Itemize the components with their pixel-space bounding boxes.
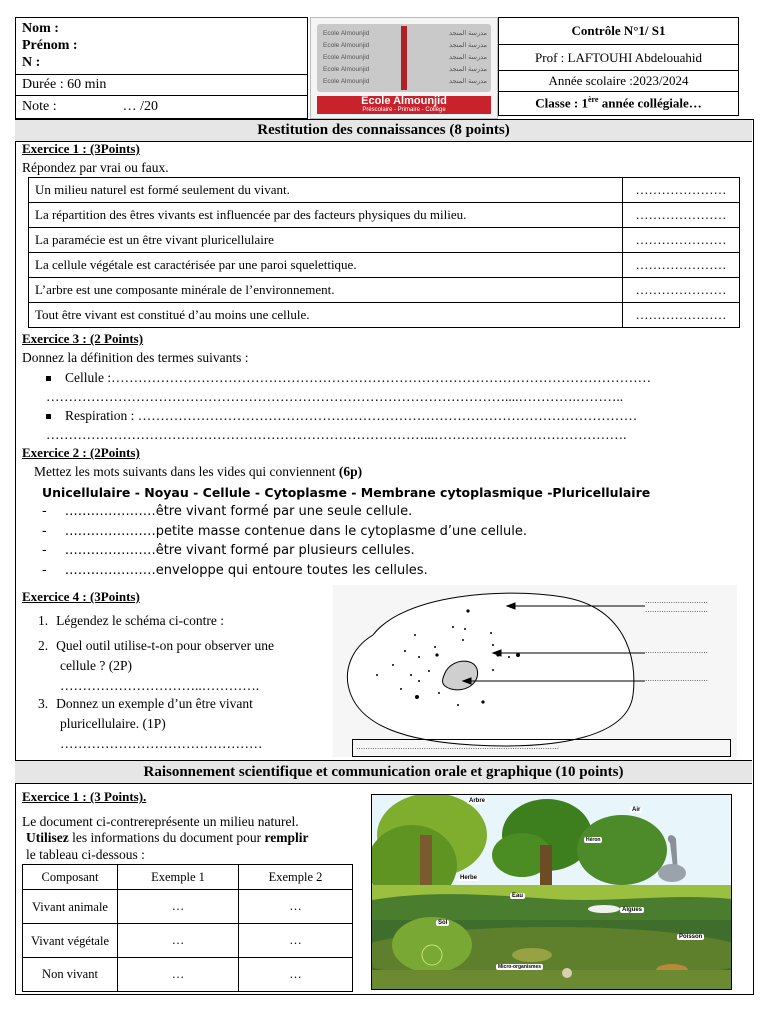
prof-name: Prof : LAFTOUHI Abdelouahid	[535, 49, 702, 65]
photo-label-air: Air	[632, 807, 641, 813]
bullet-icon	[46, 376, 51, 381]
bullet-icon	[46, 414, 51, 419]
table-row	[29, 303, 740, 328]
photo-label-arbre: Arbre	[469, 798, 486, 804]
photo-label-sol: Sol	[438, 920, 448, 926]
ecosystem-drawing	[372, 795, 731, 989]
note-label: Note :	[22, 99, 57, 114]
table-header: Exemple 1	[118, 865, 239, 890]
vf-answer-field[interactable]: …………………	[623, 303, 740, 328]
table-cell-input[interactable]: …	[239, 924, 353, 958]
milieu-naturel-illustration	[371, 794, 732, 990]
ex2-instruction: Mettez les mots suivants dans les vides qui conviennent (6p)	[34, 464, 363, 479]
logo-line-4: Ecole Almounjid	[323, 78, 370, 85]
logo-line-0: Ecole Almounjid	[323, 30, 370, 37]
table-row	[29, 228, 740, 253]
ex1-instruction: Répondez par vrai ou faux.	[22, 160, 169, 175]
logo-line-1: Ecole Almounjid	[323, 42, 370, 49]
logo-arabic-1: مدرسة المنجد	[449, 42, 487, 49]
table-cell-input[interactable]: …	[118, 924, 239, 958]
cell-legend-dots[interactable]: ………………………	[645, 647, 708, 655]
photo-label-eau: Eau	[512, 893, 524, 899]
section-restitution-title: Restitution des connaissances (8 points)	[15, 119, 752, 142]
s2-ex1-title: Exercice 1 : (3 Points).	[22, 789, 147, 804]
s2-ex1-line2: Utilisez les informations du document pour remplir	[26, 830, 309, 845]
vf-statement: Tout être vivant est constitué d’au moins une cellule.	[29, 303, 623, 328]
ex1-title: Exercice 1 : (3Points)	[22, 141, 140, 156]
ex3-term-respiration[interactable]: Respiration : …………………………………………………………………………………………………	[46, 408, 637, 424]
table-cell-composant: Non vivant	[23, 958, 118, 992]
school-logo	[310, 17, 498, 119]
prenom-label: Prénom :	[22, 38, 78, 53]
photo-label-algues: Algues	[622, 907, 643, 913]
controle-title: Contrôle N°1/ S1	[571, 23, 666, 38]
ex2-title: Exercice 2 : (2Points)	[22, 445, 140, 460]
vf-statement: L’arbre est une composante minérale de l’environnement.	[29, 278, 623, 303]
photo-label-herbe: Herbe	[460, 875, 478, 881]
vf-answer-field[interactable]: …………………	[623, 203, 740, 228]
photo-label-poisson: Poisson	[679, 934, 703, 940]
n-label: N :	[22, 55, 41, 70]
ex2-word-bank: Unicellulaire - Noyau - Cellule - Cytoplasme - Membrane cytoplasmique -Pluricellulaire	[42, 485, 651, 500]
logo-arabic-3: مدرسة المنجد	[449, 66, 487, 73]
ex4-q1: 1. Légendez le schéma ci-contre :	[38, 613, 225, 628]
vf-statement: La répartition des êtres vivants est influencée par des facteurs physiques du milieu.	[29, 203, 623, 228]
vf-answer-field[interactable]: …………………	[623, 278, 740, 303]
exam-info-box	[498, 17, 739, 116]
ex2-item[interactable]: - …………………enveloppe qui entoure toutes les cellules.	[42, 563, 428, 578]
table-row	[23, 924, 353, 958]
table-cell-composant: Vivant végétale	[23, 924, 118, 958]
logo-name: Ecole Almounjid	[361, 95, 447, 107]
ex3-answer-line[interactable]: …………………………………………………………………………………………....………….………..	[46, 389, 624, 404]
cell-legend-dots[interactable]: ………………………	[645, 675, 708, 683]
ex4-q2: 2. Quel outil utilise-t-on pour observer une	[38, 638, 274, 653]
table-cell-input[interactable]: …	[239, 958, 353, 992]
table-cell-input[interactable]: …	[118, 890, 239, 924]
table-row	[29, 253, 740, 278]
vf-statement: La cellule végétale est caractérisée par une paroi squelettique.	[29, 253, 623, 278]
cell-legend-dots[interactable]: ………………………	[645, 597, 708, 605]
vf-answer-field[interactable]: …………………	[623, 178, 740, 203]
logo-subtitle: Préscolaire - Primaire - Collège	[362, 107, 446, 113]
logo-line-3: Ecole Almounjid	[323, 66, 370, 73]
vf-answer-field[interactable]: …………………	[623, 228, 740, 253]
cell-caption-box[interactable]: ……………………………………………………………………………	[352, 739, 731, 757]
ex3-title: Exercice 3 : (2 Points)	[22, 331, 144, 346]
table-row	[29, 203, 740, 228]
ex4-title: Exercice 4 : (3Points)	[22, 589, 140, 604]
logo-arabic-0: مدرسة المنجد	[449, 30, 487, 37]
table-row	[29, 278, 740, 303]
s2-ex1-line1: Le document ci-contrereprésente un milieu naturel.	[22, 814, 299, 829]
section-raisonnement-title: Raisonnement scientifique et communication orale et graphique (10 points)	[15, 760, 752, 784]
table-cell-composant: Vivant animale	[23, 890, 118, 924]
ex3-instruction: Donnez la définition des termes suivants :	[22, 350, 249, 365]
composant-table	[22, 864, 353, 992]
vf-answer-field[interactable]: …………………	[623, 253, 740, 278]
table-row	[29, 178, 740, 203]
photo-label-micro-organismes: Micro-organismes	[498, 964, 542, 970]
vrai-faux-table	[28, 177, 740, 328]
vf-statement: La paramécie est un être vivant pluricellulaire	[29, 228, 623, 253]
ex4-q2-answer[interactable]: …………………………..………….	[60, 678, 260, 693]
ex3-answer-line[interactable]: …………………………………………………………………………...…………………………………….	[46, 427, 627, 442]
ex4-q3: 3. Donnez un exemple d’un être vivant	[38, 696, 253, 711]
ex2-item[interactable]: - …………………être vivant formé par une seule cellule.	[42, 504, 413, 519]
ex3-term-cellule[interactable]: Cellule :…………………………………………………………………………………………………………	[46, 370, 651, 386]
photo-label-heron: Héron	[586, 837, 601, 843]
table-cell-input[interactable]: …	[239, 890, 353, 924]
table-header: Exemple 2	[239, 865, 353, 890]
duree-label: Durée : 60 min	[22, 77, 107, 92]
ex4-q3-answer[interactable]: ………………………………………	[60, 736, 263, 751]
table-row	[23, 958, 353, 992]
ex4-q3-cont: pluricellulaire. (1P)	[60, 716, 166, 731]
nom-label: Nom :	[22, 21, 59, 36]
vf-statement: Un milieu naturel est formé seulement du vivant.	[29, 178, 623, 203]
table-header: Composant	[23, 865, 118, 890]
note-value: … /20	[122, 99, 158, 114]
table-row	[23, 890, 353, 924]
ex2-item[interactable]: - …………………être vivant formé par plusieurs cellules.	[42, 543, 415, 558]
annee-scolaire: Année scolaire :2023/2024	[548, 73, 689, 88]
logo-arabic-2: مدرسة المنجد	[449, 54, 487, 61]
ex4-q2-cont: cellule ? (2P)	[60, 658, 132, 673]
classe-label: Classe : 1ère année collégiale…	[499, 92, 739, 116]
s2-ex1-line3: le tableau ci-dessous :	[26, 847, 145, 862]
student-info-box	[15, 17, 308, 119]
table-cell-input[interactable]: …	[118, 958, 239, 992]
cell-legend-dots[interactable]: ………………………	[645, 606, 708, 614]
logo-arabic-4: مدرسة المنجد	[449, 78, 487, 85]
ex2-item[interactable]: - …………………petite masse contenue dans le cytoplasme d’une cellule.	[42, 524, 527, 539]
logo-line-2: Ecole Almounjid	[323, 54, 370, 61]
cell-diagram	[333, 585, 737, 757]
